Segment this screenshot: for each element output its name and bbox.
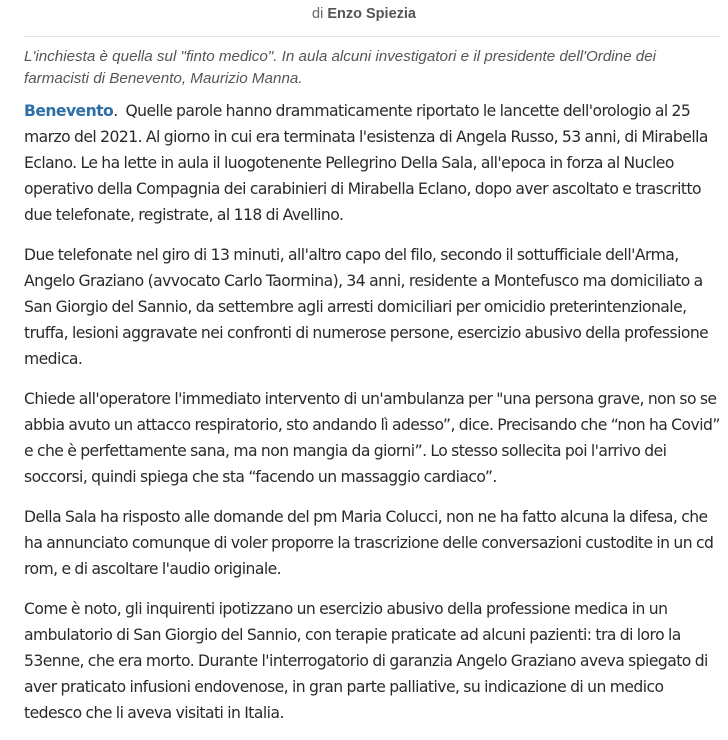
article-paragraph: Chiede all'operatore l'immediato intervento di un'ambulanza per "una persona grave, non so se abbia avuto un attacco respiratorio, sto andando lì adesso”, dice. Precisando che “non ha Covid” e che è perfettamente sana, ma non mangia da giorni”. Lo stesso sollecita poi l'arrivo dei soccorsi, quindi spiega che sta “facendo un massaggio cardiaco”.	[24, 390, 720, 486]
dateline-period: .	[113, 102, 126, 120]
author-name[interactable]: Enzo Spiezia	[327, 6, 416, 22]
article-paragraph: Come è noto, gli inquirenti ipotizzano un esercizio abusivo della professione medica in un ambulatorio di San Giorgio del Sannio, con terapie praticate ad alcuni pazienti: tra di loro la 53enne, che era morto. Durante l'interrogatorio di garanzia Angelo Graziano aveva spiegato di aver praticato infusioni endovenose, in gran parte palliative, su indicazione di un medico tedesco che li aveva visitati in Italia.	[24, 600, 708, 722]
article-summary: L'inchiesta è quella sul "finto medico". In aula alcuni investigatori e il presidente dell'Ordine dei farmacisti di Benevento, Maurizio Manna.	[24, 48, 657, 87]
dateline: Benevento	[24, 102, 114, 120]
paragraph-text: Quelle parole hanno drammaticamente riportato le lancette dell'orologio al 25 marzo del 2021. Al giorno in cui era terminata l'esistenza di Angela Russo, 53 anni, di Mirabella Eclano. Le ha lette in aula il luogotenente Pellegrino Della Sala, all'epoca in forza al Nucleo operativo della Compagnia dei carabinieri di Mirabella Eclano, dopo aver ascoltato e trascritto due telefonate, registrate, al 118 di Avellino.	[24, 102, 708, 224]
article-paragraph: Della Sala ha risposto alle domande del pm Maria Colucci, non ne ha fatto alcuna la difesa, che ha annunciato comunque di voler proporre la trascrizione delle conversazioni custodite in un cd rom, e di ascoltare l'audio originale.	[24, 508, 714, 578]
byline-prefix: di	[312, 6, 324, 22]
article-paragraph: Due telefonate nel giro di 13 minuti, all'altro capo del filo, secondo il sottufficiale dell'Arma, Angelo Graziano (avvocato Carlo Taormina), 34 anni, residente a Montefusco ma domiciliato a San Giorgio del Sannio, da settembre agli arresti domiciliari per omicidio preterintenzionale, truffa, lesioni aggravate nei confronti di numerose persone, esercizio abusivo della professione medica.	[24, 246, 709, 368]
divider	[24, 36, 720, 37]
article-body	[24, 98, 724, 740]
byline	[0, 4, 728, 24]
article-paragraph	[24, 98, 724, 228]
